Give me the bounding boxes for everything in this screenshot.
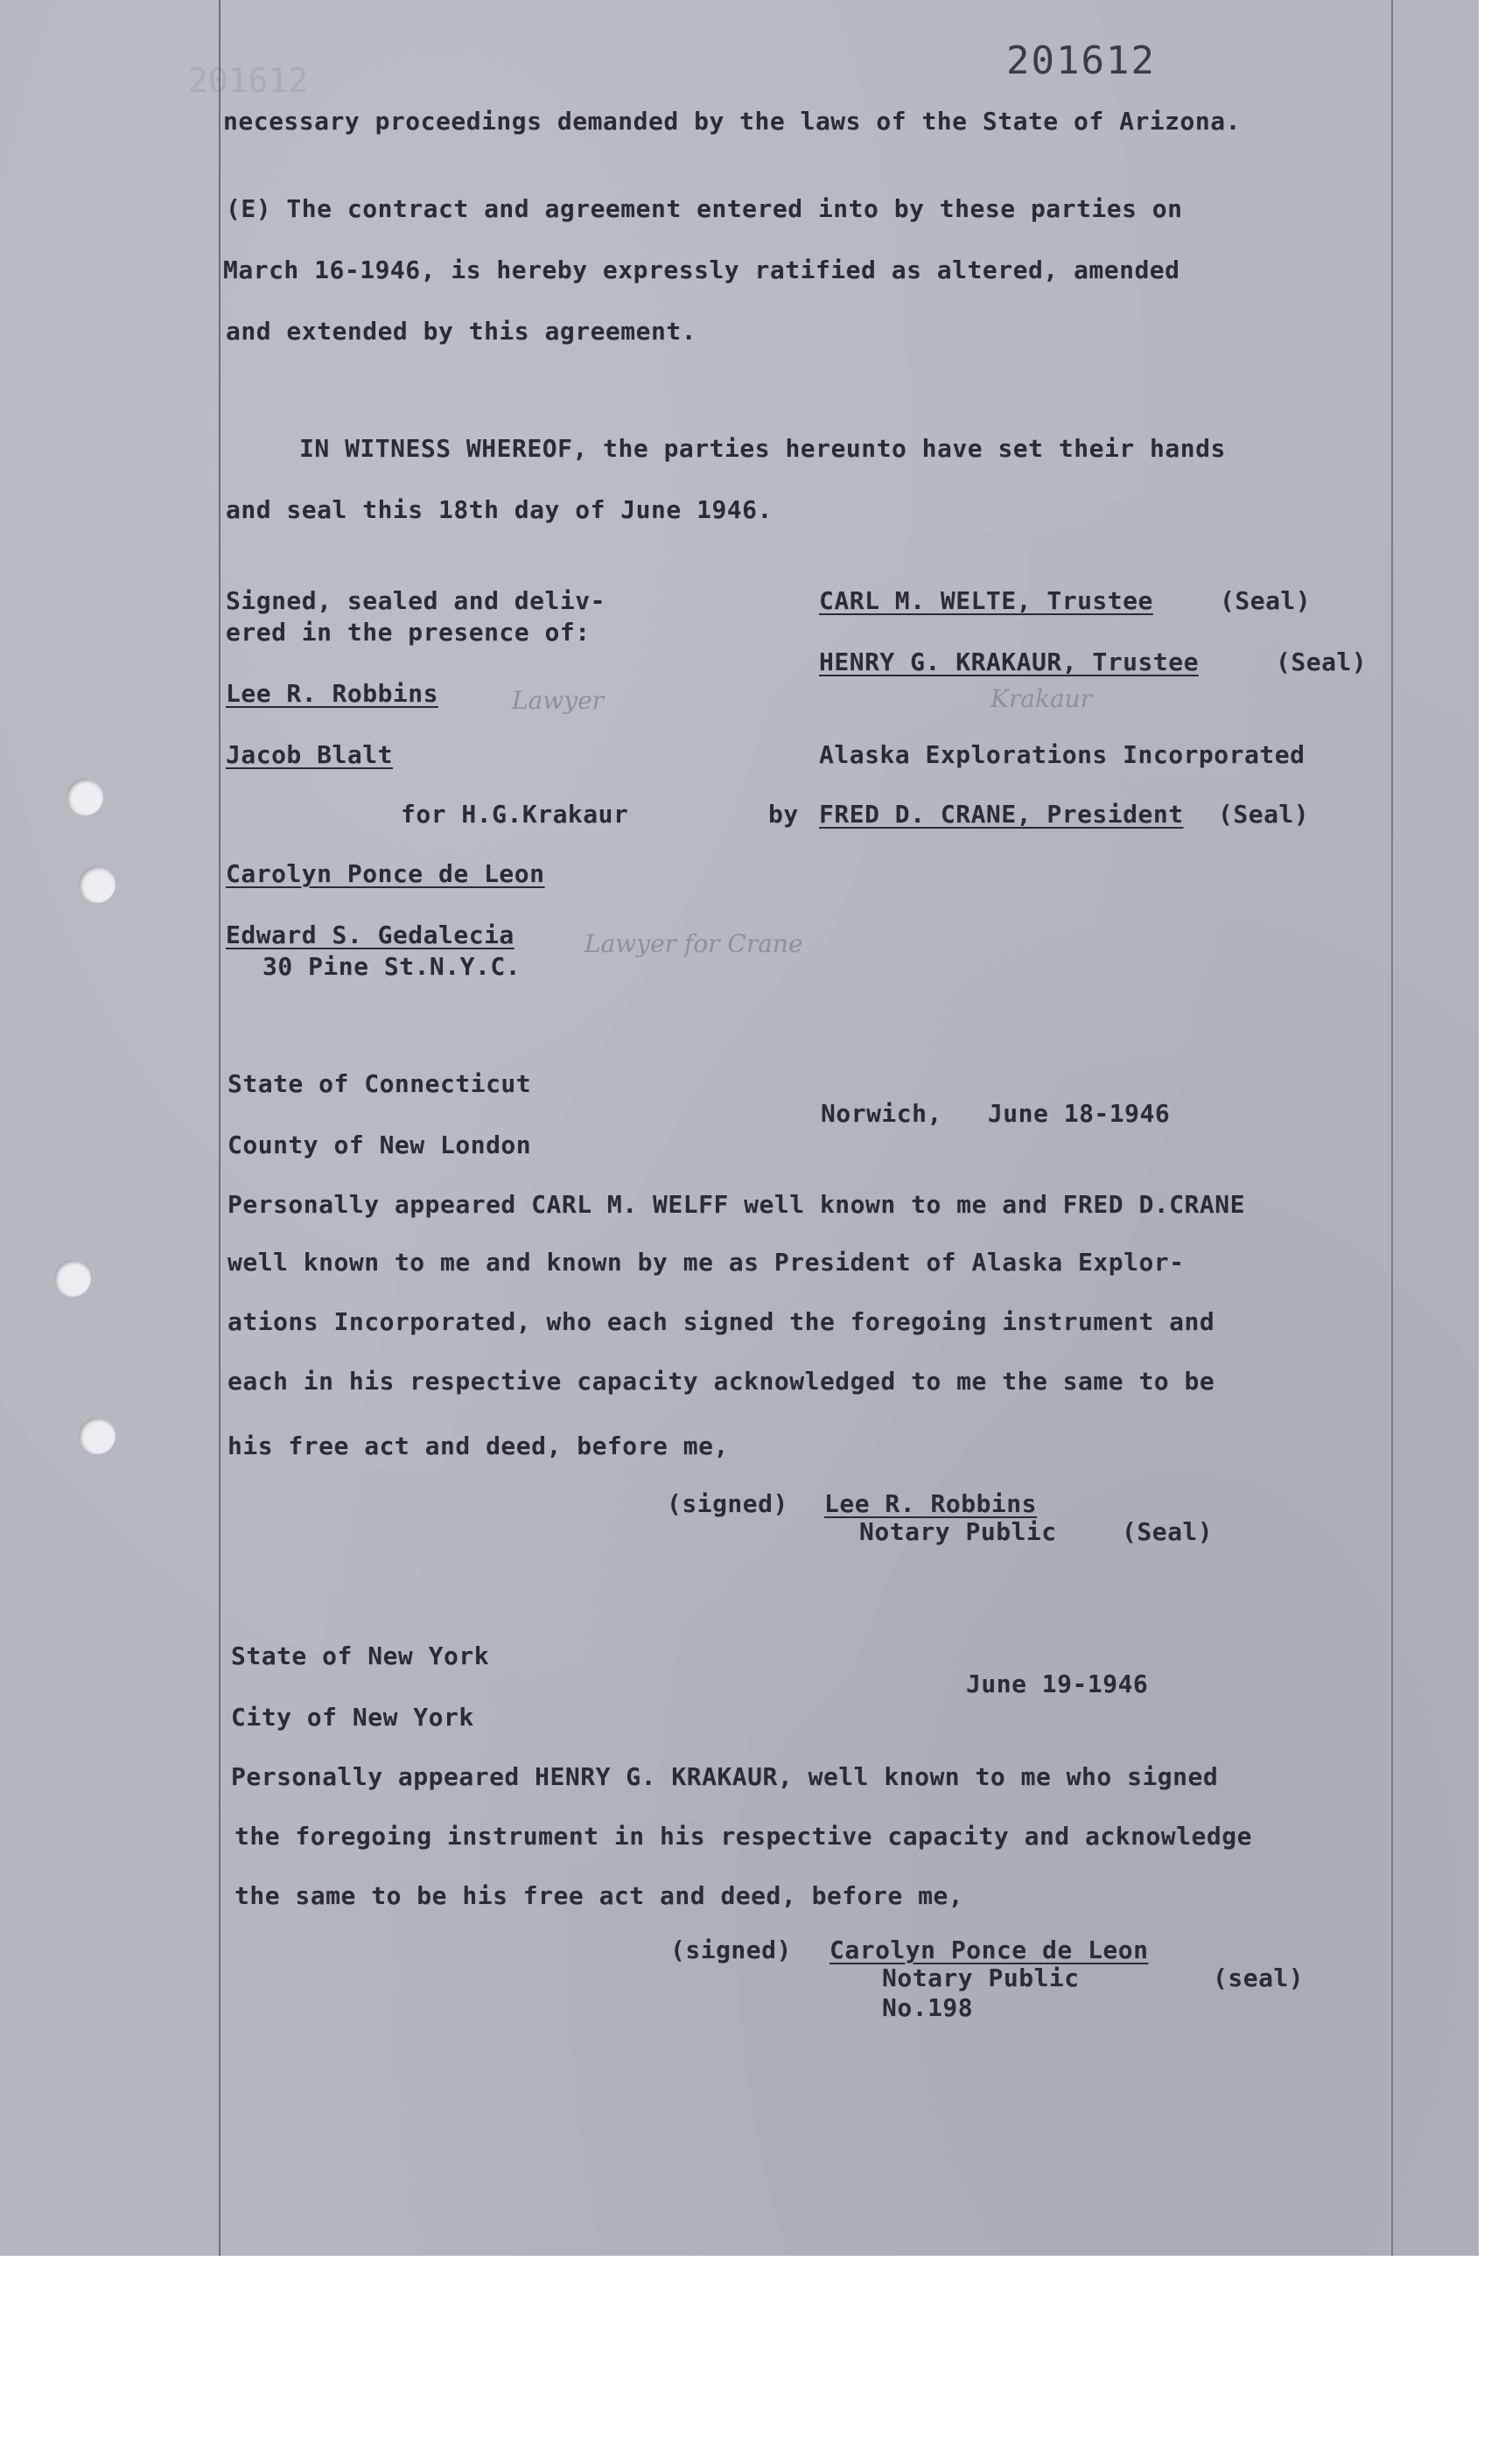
ack-place-date: Norwich, June 18-1946 <box>821 1099 1171 1128</box>
ack-line: his free act and deed, before me, <box>228 1432 729 1460</box>
ack-line: Personally appeared HENRY G. KRAKAUR, well known to me who signed <box>231 1762 1219 1791</box>
seal-label: (Seal) <box>1122 1517 1214 1546</box>
binder-hole <box>79 1418 116 1454</box>
witness-intro: Signed, sealed and deliv- <box>226 586 606 615</box>
notary-title: Notary Public <box>882 1964 1080 1992</box>
ack-line: the foregoing instrument in his respective capacity and acknowledge <box>234 1822 1252 1851</box>
seal-label: (Seal) <box>1218 800 1310 829</box>
body-line: and extended by this agreement. <box>226 317 697 346</box>
notary-number: No.198 <box>882 1993 974 2022</box>
ack-date: June 19-1946 <box>966 1670 1149 1698</box>
document-number: 201612 <box>1006 38 1156 83</box>
handwritten-note: Lawyer for Crane <box>584 929 803 958</box>
notary-title: Notary Public <box>859 1517 1057 1546</box>
witness-intro: ered in the presence of: <box>226 618 591 647</box>
ack-city: City of New York <box>231 1703 474 1732</box>
ack-line: Personally appeared CARL M. WELFF well known to me and FRED D.CRANE <box>228 1190 1245 1219</box>
witness-signature: Edward S. Gedalecia <box>226 920 514 949</box>
left-margin-rule <box>219 0 220 2256</box>
seal-label: (Seal) <box>1276 648 1368 676</box>
ack-line: well known to me and known by me as President of Alaska Explor- <box>228 1248 1185 1277</box>
ack-line: each in his respective capacity acknowledged to me the same to be <box>228 1367 1215 1396</box>
seal-label: (Seal) <box>1220 586 1312 615</box>
seal-label: (seal) <box>1213 1964 1305 1992</box>
witness-whereof-line: IN WITNESS WHEREOF, the parties hereunto have set their hands <box>299 434 1226 463</box>
witness-address: 30 Pine St.N.Y.C. <box>262 952 522 981</box>
by-label: by <box>768 800 799 829</box>
signer-line: FRED D. CRANE, President <box>819 800 1184 829</box>
ack-state: State of Connecticut <box>228 1069 532 1098</box>
witness-signature: Jacob Blalt <box>226 740 393 769</box>
body-line: necessary proceedings demanded by the laws of the State of Arizona. <box>223 107 1241 136</box>
company-name: Alaska Explorations Incorporated <box>819 740 1306 769</box>
body-line: March 16-1946, is hereby expressly ratified as altered, amended <box>223 256 1180 284</box>
witness-signature: Lee R. Robbins <box>226 679 439 708</box>
notary-name: Carolyn Ponce de Leon <box>830 1936 1149 1964</box>
ack-county: County of New London <box>228 1130 532 1159</box>
witness-signature: Carolyn Ponce de Leon <box>226 859 545 888</box>
body-line: (E) The contract and agreement entered into by these parties on <box>226 194 1183 223</box>
handwritten-note: Lawyer <box>512 686 605 715</box>
signer-line: CARL M. WELTE, Trustee <box>819 586 1153 615</box>
signed-label: (signed) <box>667 1489 788 1518</box>
notary-name: Lee R. Robbins <box>824 1489 1038 1518</box>
ack-line: the same to be his free act and deed, before me, <box>234 1881 964 1910</box>
signer-line: HENRY G. KRAKAUR, Trustee <box>819 648 1199 676</box>
binder-hole <box>66 779 103 816</box>
right-margin-rule <box>1391 0 1393 2256</box>
signed-label: (signed) <box>670 1936 792 1964</box>
witness-note: for H.G.Krakaur <box>401 800 629 829</box>
binder-hole <box>79 866 116 903</box>
bleed-through-number: 201612 <box>188 61 309 100</box>
ack-state: State of New York <box>231 1642 490 1670</box>
body-line: and seal this 18th day of June 1946. <box>226 495 773 524</box>
ack-line: ations Incorporated, who each signed the foregoing instrument and <box>228 1307 1215 1336</box>
handwritten-note: Krakaur <box>990 684 1093 713</box>
binder-hole <box>54 1260 91 1297</box>
